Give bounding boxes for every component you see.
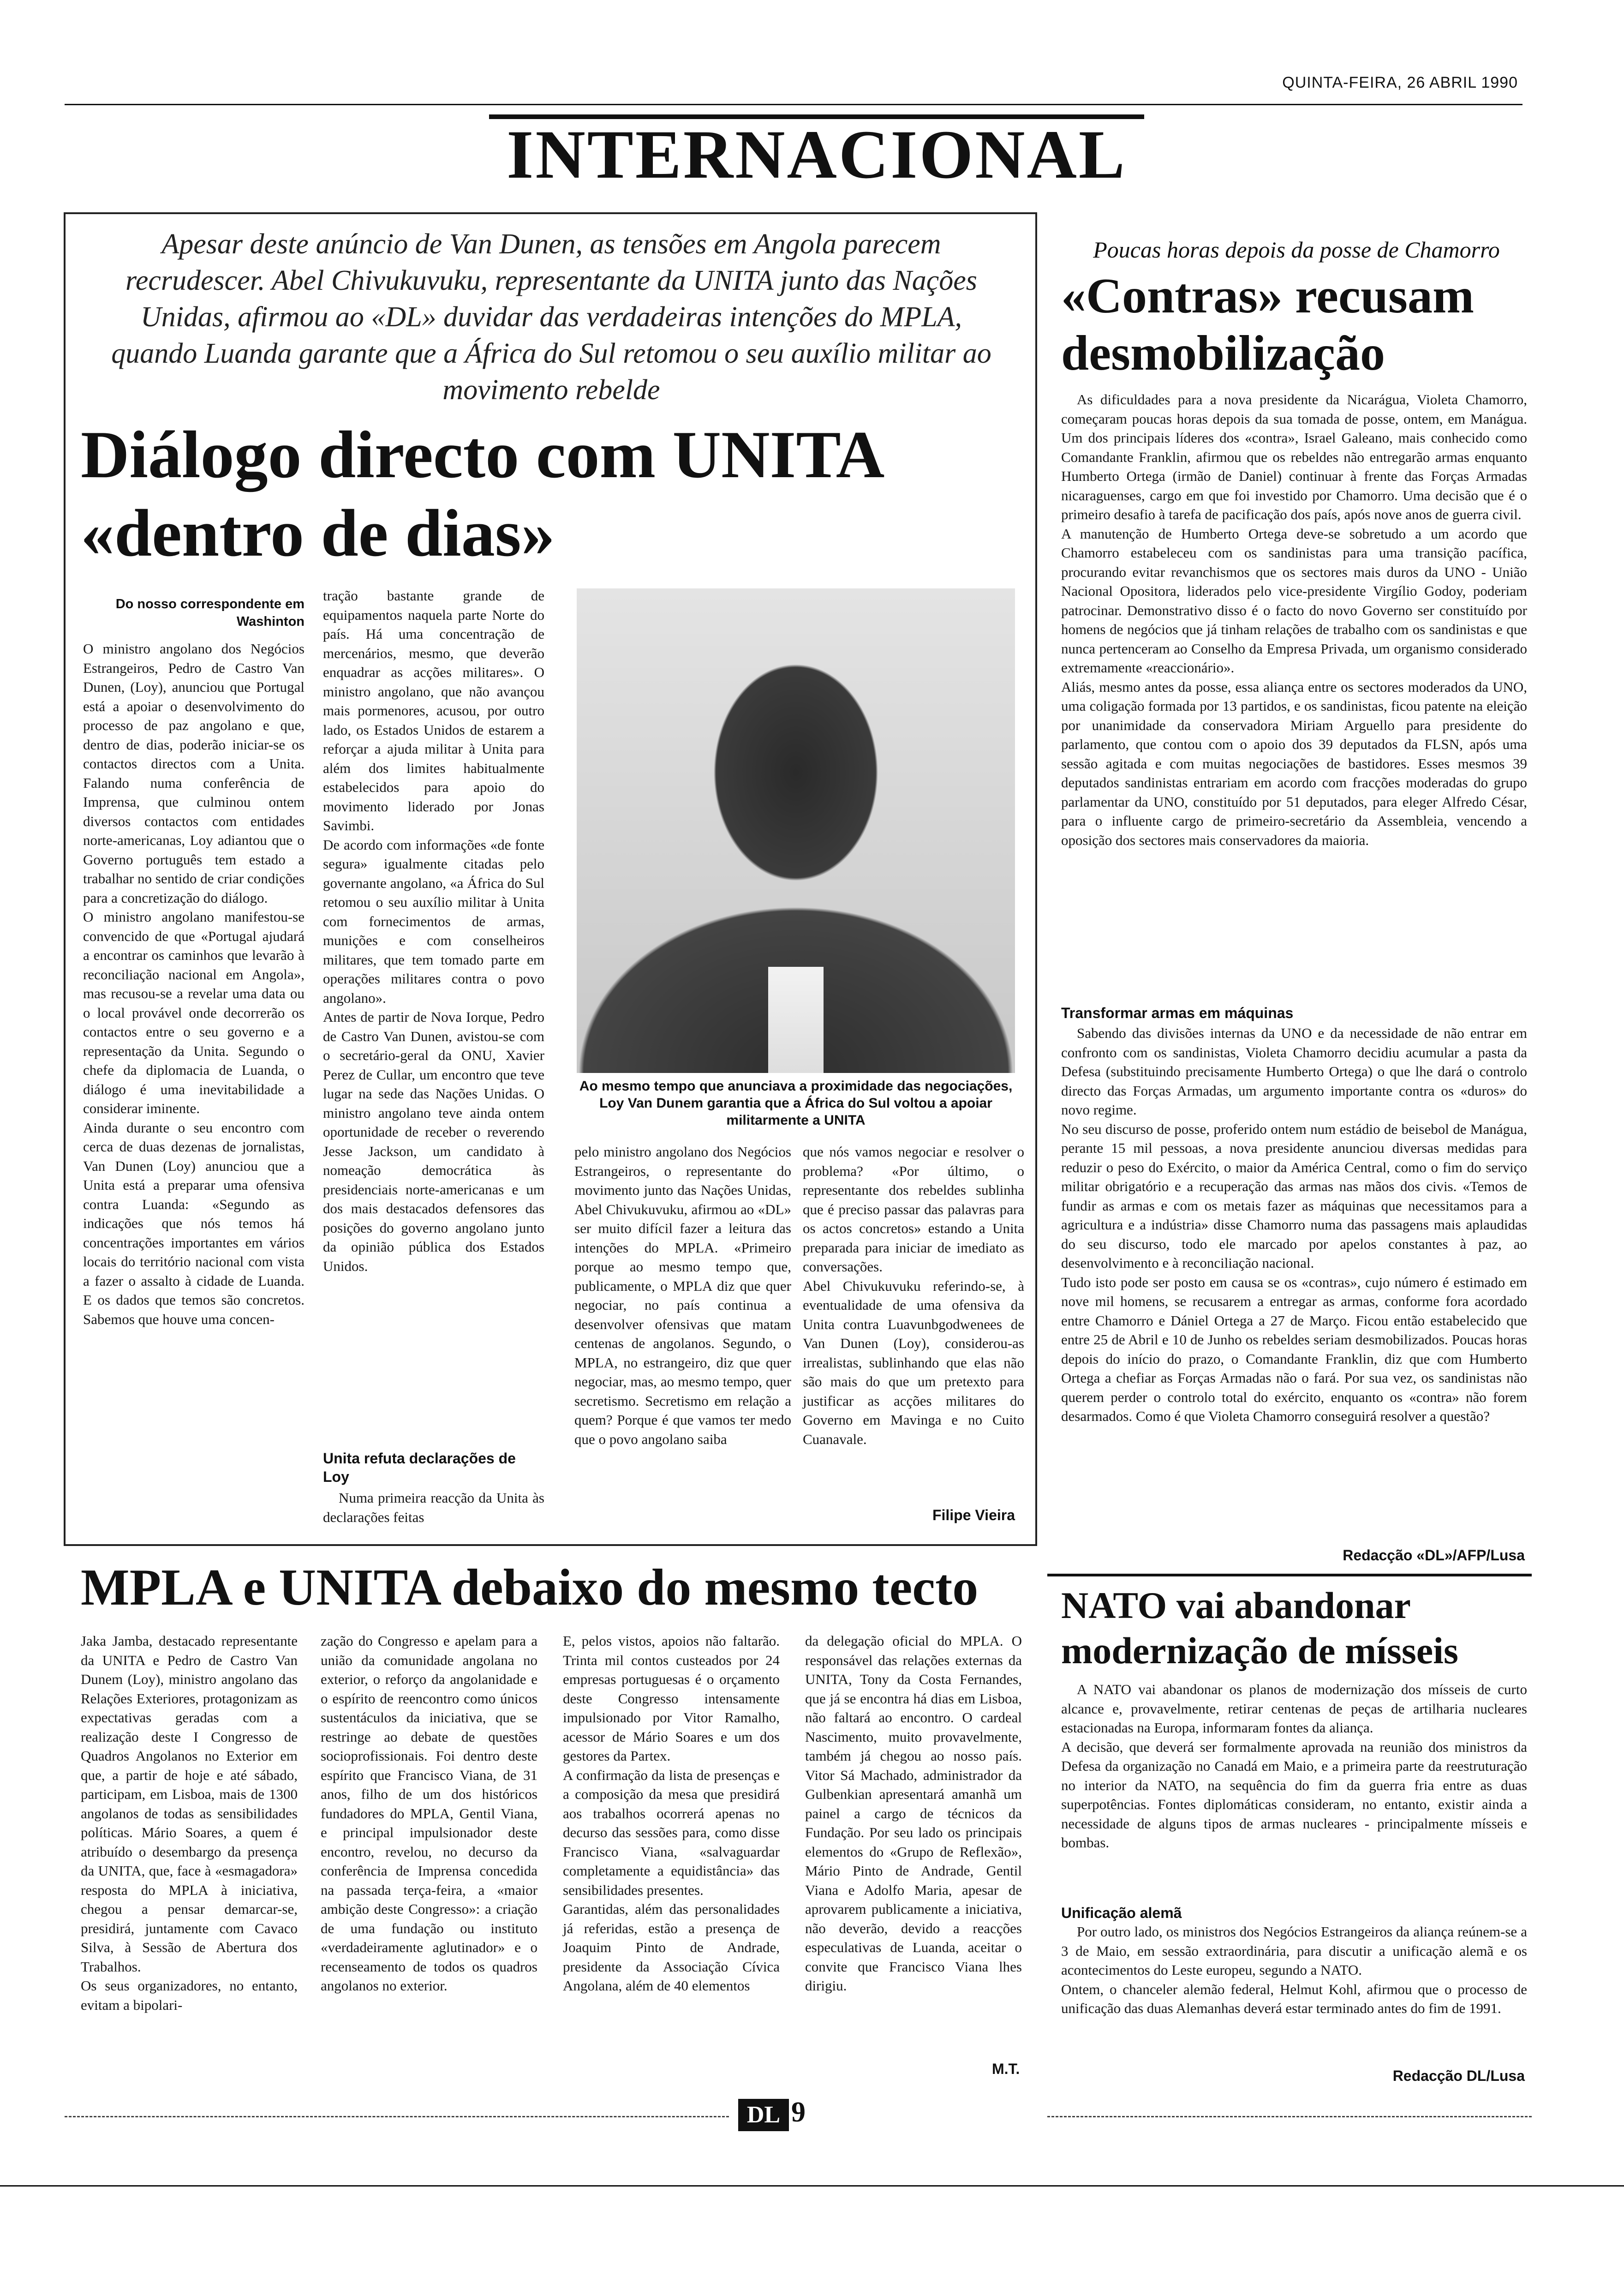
main-col-1: O ministro angolano dos Negócios Estrangeiros, Pedro de Castro Van Dunen, (Loy), anunciou que Portugal está a apoiar o desenvolvimento do processo de paz angolano e que, dentro de dias, poderão iniciar-se os contactos directos com a Unita. Falando numa conferência de Imprensa, que culminou ontem diversos contactos com entidades norte-americanas, Loy adiantou que o Governo português tem estado a trabalhar no sentido de criar condições para a concretização do diálogo. O ministro angolano manifestou-se convencido de que «Portugal ajudará a encontrar os caminhos que levarão à reconciliação nacional em Angola», mas recusou-se a revelar uma data ou o local provável onde decorrerão os contactos entre o seu governo e a representação da Unita. Segundo o chefe da diplomacia de Luanda, o diálogo é uma inevitabilidade a considerar iminente. Ainda durante o seu encontro com cerca de duas dezenas de jornalistas, Van Dunen (Loy) anunciou que a Unita está a preparar uma ofensiva contra Luanda: «Segundo as indicações que nós temos há concentrações importantes em vários locais do território nacional com vista a fazer o assalto à cidade de Luanda. E os dados que temos são concretos. Sabemos que houve uma concen-: [83, 641, 304, 1327]
header-rule: [65, 104, 1522, 105]
nato-rule: [1047, 1574, 1532, 1576]
mpla-col-2: zação do Congresso e apelam para a união da comunidade angolana no exterior, o reforço da angolanidade e o espírito de reencontro como únicos sustentáculos da iniciativa, que se restringe ao debate de questões socioprofissionais. Foi dentro deste espírito que Francisco Viana, de 31 anos, filho de um dos históricos fundadores do MPLA, Gentil Viana, e principal impulsionador deste encontro, revelou, no decurso da conferência de Imprensa concedida na passada terça-feira, a «maior ambição deste Congresso»: a criação de uma fundação ou instituto «verdadeiramente aglutinador» e o recenseamento de todos os quadros angolanos no exterior.: [321, 1633, 537, 1994]
nato-subhead: Unificação alemã: [1061, 1905, 1182, 1921]
main-byline: Do nosso correspondente em Washinton: [115, 597, 304, 629]
contras-kicker: Poucas horas depois da posse de Chamorro: [1093, 237, 1500, 263]
mpla-col-1: Jaka Jamba, destacado representante da UNITA e Pedro de Castro Van Dunem (Loy), ministro angolano das Relações Exteriores, protagonizam as expectativas geradas com a realização deste I Congresso de Quadros Angolanos no Exterior em que, a partir de hoje e até sábado, participam, em Lisboa, mais de 1300 angolanos de todas as sensibilidades políticas. Mário Soares, a quem é atribuído o desembargo da presença da UNITA, que, face à «esmagadora» resposta do MPLA à iniciativa, chegou a pensar demarcar-se, presidirá, juntamente com Cavaco Silva, à Sessão de Abertura dos Trabalhos. Os seus organizadores, no entanto, evitam a bipolari-: [81, 1633, 298, 2013]
nato-headline: NATO vai abandonar modernização de mísseis: [1061, 1584, 1458, 1672]
nato-signature: Redacção DL/Lusa: [1392, 2067, 1525, 2084]
mpla-signature: M.T.: [992, 2061, 1020, 2077]
footer-dash-left: [65, 2116, 729, 2117]
main-signature: Filipe Vieira: [932, 1507, 1015, 1523]
contras-subhead: Transformar armas em máquinas: [1061, 1005, 1294, 1021]
contras-signature: Redacção «DL»/AFP/Lusa: [1343, 1547, 1525, 1564]
contras-body-1: As dificuldades para a nova presidente da Nicarágua, Violeta Chamorro, começaram poucas horas depois da sua tomada de posse, ontem, em Manágua. Um dos principais líderes dos «contra», Israel Galeano, mais conhecido como Comandante Franklin, afirmou que os rebeldes não entregarão armas enquanto Humberto Ortega (irmão de Daniel) continuar à frente das Forças Armadas nicaraguenses, cargo em que foi investido por Chamorro. Uma decisão que é o primeiro desafio à tarefa de pacificação dos país, após nove anos de guerra civil. A manutenção de Humberto Ortega deve-se sobretudo a um acordo que Chamorro estabeleceu com os sandinistas para uma transição pacífica, procurando evitar revanchismos que os sectores mais duros da UNO - União Nacional Opositora, liderados pelo vice-presidente Virgílio Godoy, poderiam patrocinar. Demonstrativo disso é o facto do novo Governo ser constituído por homens de negócios que já tinham relações de trabalho com os sandinistas e que nunca pertenceram ao Conselho da Empresa Privada, um organismo considerado extremamente «reaccionário». Aliás, mesmo antes da posse, essa aliança entre os sectores moderados da UNO, uma coligação formada por 13 partidos, e os sandinistas, ficou patente na eleição por unanimidade da conservadora Miriam Arguello para presidente do parlamento, que contou com o apoio dos 39 deputados da FLSN, após uma sessão agitada e com muitas negociações de bastidores. Esses mesmos 39 deputados sandinistas entrariam em acordo com fracções moderadas do grupo parlamentar da UNO, constituído por 51 deputados, para eleger Alfredo César, para o influente cargo de primeiro-secretário da Assembleia, vencendo a oposição dos sectores mais conservadores da maioria.: [1061, 391, 1527, 848]
photo-caption: Ao mesmo tempo que anunciava a proximidade das negociações, Loy Van Dunem garantia que a África do Sul voltou a apoiar militarmente a UNITA: [579, 1079, 1013, 1128]
nato-body-2: Por outro lado, os ministros dos Negócios Estrangeiros da aliança reúnem-se a 3 de Maio, em sessão extraordinária, para discutir a unificação alemã e os acontecimentos do Leste europeu, segundo a NATO. Ontem, o chanceler alemão federal, Helmut Kohl, afirmou que o processo de unificação das duas Alemanhas deverá estar terminado antes do fim de 1991.: [1061, 1923, 1527, 2016]
mpla-col-3: E, pelos vistos, apoios não faltarão. Trinta mil contos custeados por 24 empresas portuguesas é o orçamento deste Congresso intensamente impulsionado por Vitor Ramalho, acessor de Mário Soares e um dos gestores da Partex. A confirmação da lista de presenças e a composição da mesa que presidirá aos trabalhos ocorrerá apenas no decurso das sessões para, como disse Francisco Viana, «salvaguardar completamente a equidistância» das sensibilidades presentes. Garantidas, além das personalidades já referidas, estão a presença de Joaquim Pinto de Andrade, presidente da Associação Cívica Angolana, além de 40 elementos: [563, 1633, 780, 1994]
mpla-col-4: da delegação oficial do MPLA. O responsável das relações externas da UNITA, Tony da Costa Fernandes, que já se encontra há dias em Lisboa, não faltará ao encontro. O cardeal Nascimento, muito provavelmente, também já chegou ao nosso país. Vitor Sá Machado, administrador da Gulbenkian apresentará amanhã um painel a cargo de técnicos da Fundação. Por seu lado os principais elementos do «Grupo de Reflexão», Mário Pinto de Andrade, Gentil Viana e Adolfo Maria, apesar de aprovarem publicamente a iniciativa, não deverão, devido a reacções especulativas de Luanda, aceitar o convite que Francisco Viana lhes dirigiu.: [805, 1633, 1022, 1994]
main-lead: Apesar deste anúncio de Van Dunen, as tensões em Angola parecem recrudescer. Abel Chivukuvuku, representante da UNITA junto das Nações Unidas, afirmou ao «DL» duvidar das verdadeiras intenções do MPLA, quando Luanda garante que a África do Sul retomou o seu auxílio militar ao movimento rebelde: [111, 228, 991, 406]
main-col-2: tração bastante grande de equipamentos naquela parte Norte do país. Há uma concentração de mercenários, mesmo, que deverão enquadrar as acções militares». O ministro angolano, que não avançou mais pormenores, acusou, por outro lado, os Estados Unidos de estarem a reforçar a ajuda militar à Unita para além dos limites habitualmente estabelecidos para apoio do movimento liderado por Jonas Savimbi. De acordo com informações «de fonte segura» igualmente citadas pelo governante angolano, «a África do Sul retomou o seu auxílio militar à Unita com fornecimentos de armas, munições e com conselheiros militares, que tem tomado parte em operações militares contra o povo angolano». Antes de partir de Nova Iorque, Pedro de Castro Van Dunen, avistou-se com o secretário-geral da ONU, Xavier Perez de Cullar, um encontro que teve lugar na sede das Nações Unidas. O ministro angolano teve ainda ontem oportunidade de receber o reverendo Jesse Jackson, um candidato à nomeação democrática às presidenciais norte-americanas e um dos mais destacados defensores das posições do governo angolano junto da opinião pública dos Estados Unidos.: [323, 587, 544, 1274]
main-headline: Diálogo directo com UNITA «dentro de dias»: [81, 417, 881, 570]
bottom-rule: [0, 2185, 1624, 2187]
section-title: INTERNACIONAL: [507, 116, 1127, 193]
page-number: 9: [791, 2097, 806, 2128]
portrait-photo: [577, 588, 1015, 1073]
contras-headline: «Contras» recusam desmobilização: [1061, 269, 1474, 381]
mpla-headline: MPLA e UNITA debaixo do mesmo tecto: [81, 1559, 979, 1616]
main-col-2-end: Numa primeira reacção da Unita às declarações feitas: [323, 1490, 544, 1525]
footer-dash-right: [1047, 2116, 1532, 2117]
main-col-2-subhead: Unita refuta declarações de Loy: [323, 1450, 516, 1485]
main-col-4: que nós vamos negociar e resolver o problema? «Por último, o representante dos rebeldes sublinha que é preciso passar das palavras para os actos concretos» estando a Unita preparada para iniciar de imediato as conversações. Abel Chivukuvuku referindo-se, à eventualidade de uma ofensiva da Unita contra Luavunbgodwenees de Van Dunen (Loy), considerou-as irrealistas, sublinhando que elas não são mais do que um pretexto para justificar as acções militares do Governo em Mavinga e no Cuito Cuanavale.: [803, 1144, 1024, 1447]
main-col-3: pelo ministro angolano dos Negócios Estrangeiros, o representante do movimento junto das Nações Unidas, Abel Chivukuvuku, afirmou ao «DL» ser muito difícil fazer a leitura das intenções do MPLA. «Primeiro porque ao mesmo tempo que, publicamente, o MPLA diz que quer negociar, no país continua a desenvolver ofensivas que matam centenas de angolanos. Segundo, o MPLA, no estrangeiro, diz que quer negociar, mas, ao mesmo tempo, quer secretismo. Secretismo em relação a quem? Porque é que vamos ter medo que o povo angolano saiba: [574, 1144, 791, 1447]
page-date: QUINTA-FEIRA, 26 ABRIL 1990: [1282, 74, 1518, 91]
contras-body-2: Sabendo das divisões internas da UNO e da necessidade de não entrar em confronto com os sandinistas, Violeta Chamorro decidiu acumular a pasta da Defesa (substituindo precisamente Humberto Ortega) o que lhe dará o controlo directo das Forças Armadas, um argumento importante contra os «duros» do novo regime. No seu discurso de posse, proferido ontem num estádio de beisebol de Manágua, perante 15 mil pessoas, a nova presidente anunciou diversas medidas para reduzir o peso do Exército, o maior da América Central, como o fim do serviço militar obrigatório e a recuperação das armas nas mãos dos civis. «Temos de fundir as armas e com os metais fazer as máquinas que necessitamos para a agricultura e a indústria» disse Chamorro numa das passagens mais aplaudidas do seu discurso, todo ele marcado por apelos constantes à paz, ao desenvolvimento e à reconciliação nacional. Tudo isto pode ser posto em causa se os «contras», cujo número é estimado em nove mil homens, se recusarem a entregar as armas, conforme fora acordado entre Chamorro e Dániel Ortega a 27 de Março. Ficou então estabelecido que entre 25 de Abril e 10 de Junho os rebeldes seriam desmobilizados. Poucas horas depois do início do prazo, o Comandante Franklin, diz que com Humberto Ortega a chefiar as Forças Armadas não o fará. Por sua vez, os sandinistas não querem perder o controlo total do exército, enquanto os «contra» não forem desarmados. Como é que Violeta Chamorro conseguirá resolver a questão?: [1061, 1025, 1527, 1424]
footer-logo: DL: [738, 2099, 789, 2131]
shirt-collar: [768, 967, 824, 1073]
nato-body-1: A NATO vai abandonar os planos de modernização dos mísseis de curto alcance e, provavelmente, retirar centenas de peças de artilharia nucleares estacionadas na Europa, informaram fontes da aliança. A decisão, que deverá ser formalmente aprovada na reunião dos ministros da Defesa da organização no Canadá em Maio, e a primeira parte da reestruturação no interior da NATO, na sequência do fim da guerra fria entre as duas superpotências. Fontes diplomáticas consideram, no entanto, existir ainda a necessidade de alguns tipos de armas nucleares - principalmente mísseis e bombas.: [1061, 1681, 1527, 1851]
